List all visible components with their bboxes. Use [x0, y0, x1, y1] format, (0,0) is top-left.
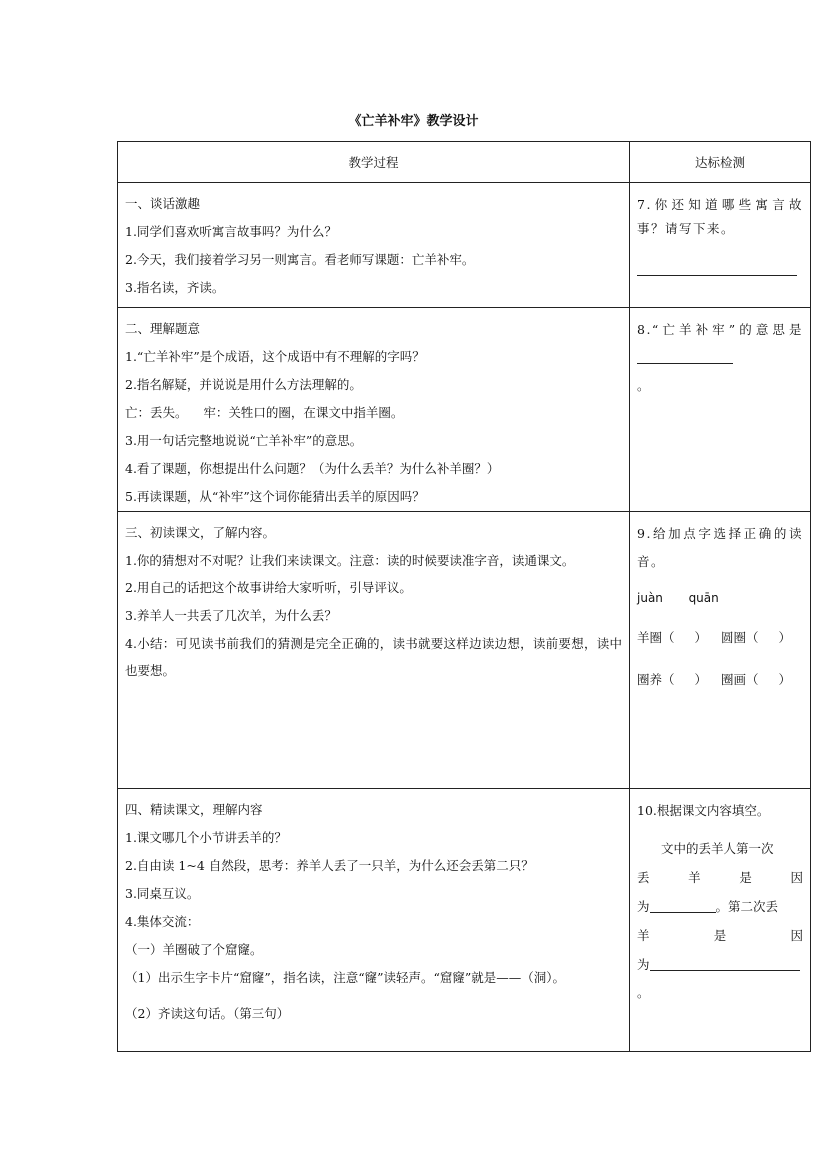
fill-char: 。第二次丢: [715, 899, 779, 914]
table-row: [118, 512, 811, 789]
fill-char: 是: [739, 870, 752, 885]
section-3-line: 1.你的猜想对不对呢？让我们来读课文。注意：读的时候要读准字音，读通课文。: [125, 553, 575, 568]
fill-line: [637, 951, 803, 979]
fill-char: 羊: [688, 870, 701, 885]
section-4-line: （一）羊圈破了个窟窿。: [125, 942, 263, 957]
section-1-line: 1.同学们喜欢听寓言故事吗？为什么？: [125, 224, 337, 239]
section-4-line: 4.集体交流：: [125, 914, 200, 929]
section-1-check: [630, 183, 811, 308]
section-4-line: （2）齐读这句话。（第三句）: [125, 1006, 290, 1021]
fill-char: 丢: [637, 870, 650, 885]
pinyin-options: [637, 586, 803, 610]
section-2-line: 2.指名解疑，并说说是用什么方法理解的。: [125, 377, 362, 392]
question-8-text: 8.“亡羊补牢”的意思是: [637, 322, 803, 337]
fill-line: [637, 922, 803, 950]
header-teaching-process: 教学过程: [118, 142, 630, 183]
section-2-line: 1.“亡羊补牢”是个成语，这个成语中有不理解的字吗？: [125, 349, 425, 364]
word-item: ）: [778, 630, 792, 645]
question-7: 7.你还知道哪些寓言故事？请写下来。: [637, 197, 803, 236]
section-4-process: [118, 789, 630, 1052]
section-2-check: [630, 308, 811, 512]
answer-blank: [637, 349, 733, 364]
answer-blank: [650, 956, 800, 971]
table-row: [118, 183, 811, 308]
table-row: [118, 308, 811, 512]
fill-line: [637, 864, 803, 892]
table-header-row: [118, 142, 811, 183]
section-2-line: 3.用一句话完整地说说“亡羊补牢”的意思。: [125, 433, 363, 448]
fill-char: 因: [790, 870, 803, 885]
section-3-check: [630, 512, 811, 789]
fill-line: 文中的丢羊人第一次: [661, 841, 774, 856]
word-item: ）: [694, 672, 708, 687]
section-4-line: 1.课文哪几个小节讲丢羊的？: [125, 830, 287, 845]
pinyin-option: juàn: [637, 591, 663, 605]
word-item: 圈画（: [721, 672, 759, 687]
fill-char: 羊: [637, 928, 650, 943]
section-1-process: [118, 183, 630, 308]
fill-char: 为: [637, 899, 650, 914]
section-4-line: 3.同桌互议。: [125, 886, 200, 901]
question-10: 10.根据课文内容填空。: [637, 803, 770, 818]
section-4-heading: 四、精读课文，理解内容: [125, 802, 263, 817]
section-4-check: [630, 789, 811, 1052]
answer-line: [637, 263, 797, 276]
fill-line: 。: [637, 985, 650, 1000]
section-4-line: （1）出示生字卡片“窟窿”，指名读，注意“窿”读轻声。“窟窿”就是——（洞）。: [125, 970, 566, 985]
word-item: ）: [778, 672, 792, 687]
word-item: 圈养（: [637, 672, 675, 687]
section-2-line: 亡：丢失。 牢：关牲口的圈，在课文中指羊圈。: [125, 405, 404, 420]
section-1-line: 2.今天，我们接着学习另一则寓言。看老师写课题：亡羊补牢。: [125, 252, 475, 267]
pinyin-option: quān: [688, 591, 719, 605]
question-10-fill: [637, 835, 803, 1007]
header-assessment: 达标检测: [630, 142, 811, 183]
section-3-line: 2.用自己的话把这个故事讲给大家听听，引导评议。: [125, 580, 412, 595]
question-8: [637, 316, 803, 400]
word-item: 圆圈（: [721, 630, 759, 645]
section-2-line: 4.看了课题，你想提出什么问题？（为什么丢羊？为什么补羊圈？）: [125, 461, 500, 476]
fill-char: 是: [713, 928, 727, 943]
fill-line: [637, 893, 803, 921]
section-1-line: 3.指名读，齐读。: [125, 280, 225, 295]
section-2-process: [118, 308, 630, 512]
question-9-row: [637, 666, 803, 694]
answer-blank: [650, 898, 716, 913]
question-9-row: [637, 624, 803, 652]
fill-char: 为: [637, 957, 650, 972]
section-3-process: [118, 512, 630, 789]
word-item: ）: [694, 630, 708, 645]
lesson-plan-table: [117, 141, 811, 1052]
word-item: 羊圈（: [637, 630, 675, 645]
question-8-end: 。: [637, 378, 652, 393]
section-2-line: 5.再读课题，从“补牢”这个词你能猜出丢羊的原因吗？: [125, 489, 425, 504]
fill-char: 因: [790, 928, 803, 943]
section-2-heading: 二、理解题意: [125, 321, 201, 336]
section-3-line: 4.小结：可见读书前我们的猜测是完全正确的，读书就要这样边读边想，读前要想，读中也要想。: [125, 636, 622, 678]
section-3-heading: 三、初读课文，了解内容。: [125, 525, 276, 540]
document-title: 《亡羊补牢》教学设计: [348, 114, 479, 129]
section-3-line: 3.养羊人一共丢了几次羊，为什么丢？: [125, 608, 337, 623]
question-9: 9.给加点字选择正确的读音。: [637, 526, 803, 569]
section-1-heading: 一、谈话激趣: [125, 196, 201, 211]
table-row: [118, 789, 811, 1052]
section-4-line: 2.自由读 1~4 自然段，思考：养羊人丢了一只羊，为什么还会丢第二只？: [125, 858, 534, 873]
